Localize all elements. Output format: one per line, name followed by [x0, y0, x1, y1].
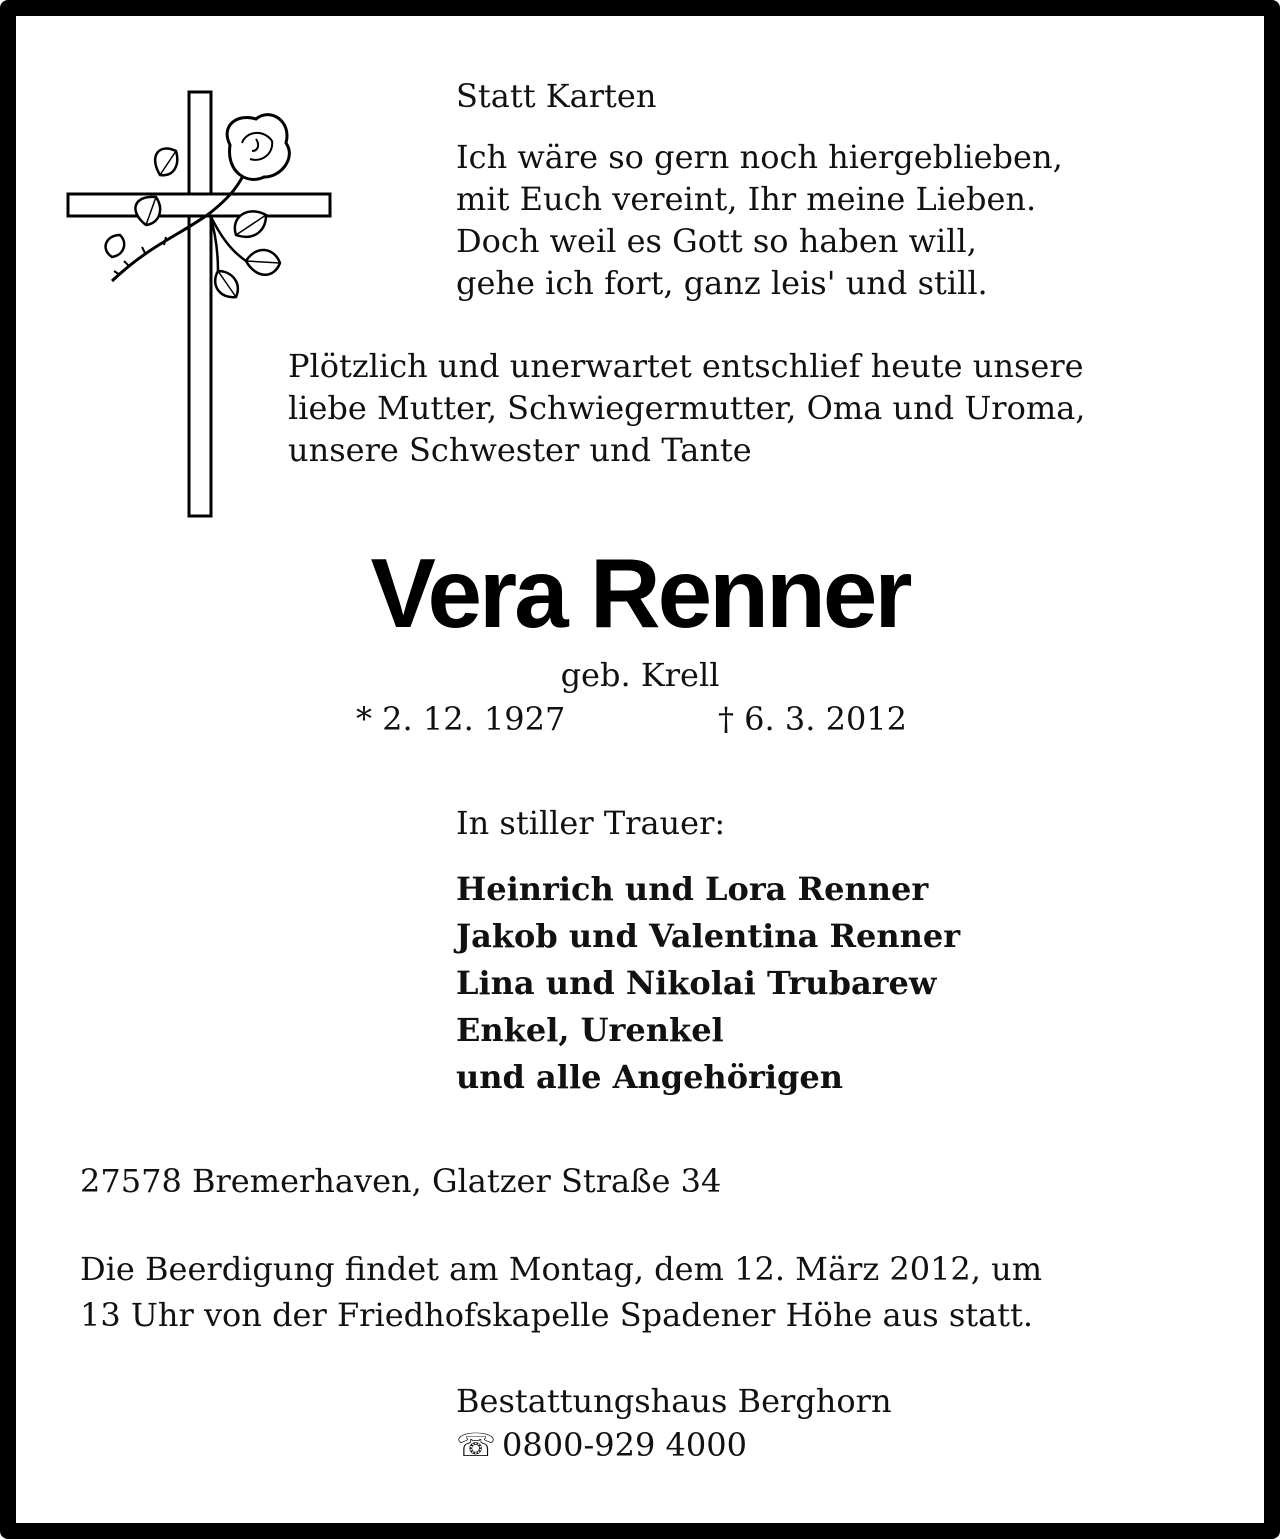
poem-line: gehe ich fort, ganz leis' und still. [456, 264, 988, 302]
undertaker-phone: 0800-929 4000 [502, 1426, 747, 1464]
funeral-info [80, 1246, 1042, 1338]
poem [456, 136, 1063, 304]
funeral-line: 13 Uhr von der Friedhofskapelle Spadener Höhe aus statt. [80, 1296, 1034, 1334]
announcement-line: unsere Schwester und Tante [288, 431, 752, 469]
poem-line: Ich wäre so gern noch hiergeblieben, [456, 138, 1063, 176]
telephone-icon: ☏ [456, 1426, 497, 1464]
announcement-text [288, 345, 1085, 471]
mourner-name: und alle Angehörigen [456, 1058, 844, 1096]
mourner-name: Heinrich und Lora Renner [456, 870, 929, 908]
statt-karten-label: Statt Karten [456, 77, 657, 115]
funeral-line: Die Beerdigung findet am Montag, dem 12. März 2012, um [80, 1250, 1043, 1288]
address: 27578 Bremerhaven, Glatzer Straße 34 [80, 1162, 722, 1200]
deceased-name: Vera Renner [370, 538, 910, 648]
undertaker-phone-row [456, 1424, 747, 1466]
mourner-name: Lina und Nikolai Trubarew [456, 964, 937, 1002]
undertaker-name: Bestattungshaus Berghorn [456, 1382, 892, 1420]
announcement-line: liebe Mutter, Schwiegermutter, Oma und Uroma, [288, 389, 1086, 427]
poem-line: Doch weil es Gott so haben will, [456, 222, 977, 260]
mourner-name: Enkel, Urenkel [456, 1011, 724, 1049]
announcement-line: Plötzlich und unerwartet entschlief heute unsere [288, 347, 1084, 385]
maiden-name: geb. Krell [560, 656, 720, 694]
poem-line: mit Euch vereint, Ihr meine Lieben. [456, 180, 1037, 218]
death-date: † 6. 3. 2012 [718, 700, 908, 738]
mourners-list [456, 866, 960, 1101]
mourning-intro: In stiller Trauer: [456, 804, 726, 842]
birth-date: * 2. 12. 1927 [356, 700, 566, 738]
mourner-name: Jakob und Valentina Renner [456, 917, 961, 955]
